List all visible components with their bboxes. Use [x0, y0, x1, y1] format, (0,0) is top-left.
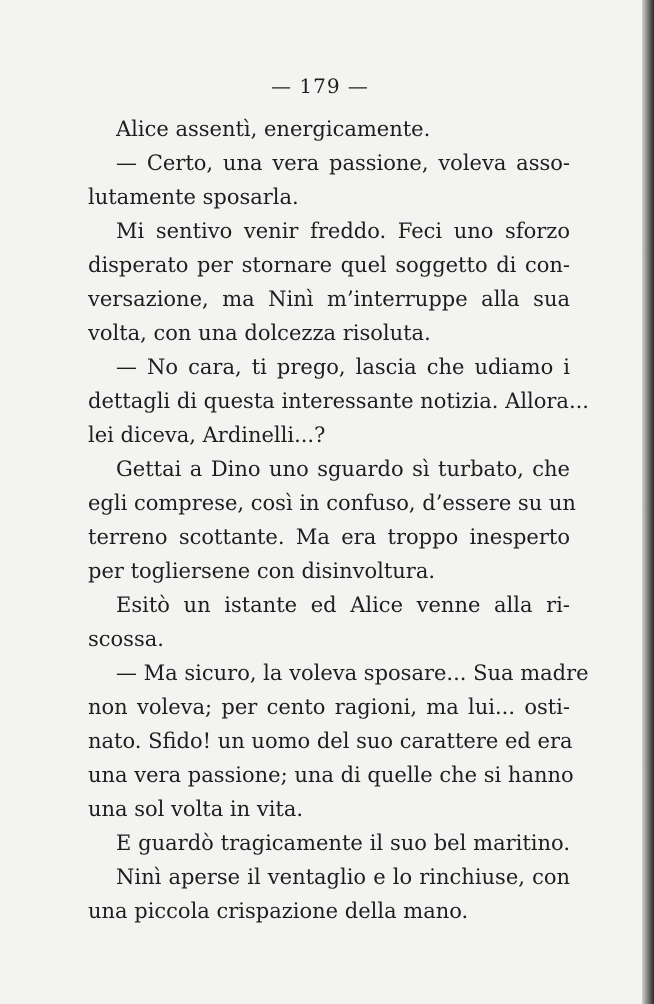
- text-line: nato. Sfido! un uomo del suo carattere ed era: [88, 729, 573, 753]
- text-line: terreno scottante. Ma era troppo inesperto: [88, 525, 570, 549]
- page-edge-shadow: [642, 0, 654, 1004]
- text-line: lutamente sposarla.: [88, 185, 299, 209]
- text-line: — No cara, ti prego, lascia che udiamo i: [116, 355, 570, 379]
- text-line: scossa.: [88, 627, 164, 651]
- text-line: dettagli di questa interessante notizia. Allora...: [88, 389, 589, 413]
- text-line: Mi sentivo venir freddo. Feci uno sforzo: [116, 219, 570, 243]
- text-line: disperato per stornare quel soggetto di con-: [88, 253, 570, 277]
- text-line: non voleva; per cento ragioni, ma lui... osti-: [88, 695, 570, 719]
- text-line: lei diceva, Ardinelli...?: [88, 423, 326, 447]
- text-line: Alice assentì, energicamente.: [116, 117, 431, 141]
- text-line: una vera passione; una di quelle che si hanno: [88, 763, 574, 787]
- text-line: egli comprese, così in confuso, d’essere su un: [88, 491, 576, 515]
- text-line: Esitò un istante ed Alice venne alla ri-: [116, 593, 570, 617]
- page-number: — 179 —: [271, 74, 369, 98]
- text-line: — Certo, una vera passione, voleva asso-: [116, 151, 570, 175]
- text-line: E guardò tragicamente il suo bel maritino.: [116, 831, 570, 855]
- text-line: Ninì aperse il ventaglio e lo rinchiuse, con: [116, 865, 570, 889]
- text-line: una piccola crispazione della mano.: [88, 899, 469, 923]
- text-line: una sol volta in vita.: [88, 797, 304, 821]
- body-text: [88, 112, 589, 928]
- text-line: — Ma sicuro, la voleva sposare... Sua madre: [116, 661, 589, 685]
- text-line: volta, con una dolcezza risoluta.: [88, 321, 431, 345]
- text-line: per togliersene con disinvoltura.: [88, 559, 436, 583]
- text-line: versazione, ma Ninì m’interruppe alla sua: [88, 287, 570, 311]
- text-line: Gettai a Dino uno sguardo sì turbato, che: [116, 457, 570, 481]
